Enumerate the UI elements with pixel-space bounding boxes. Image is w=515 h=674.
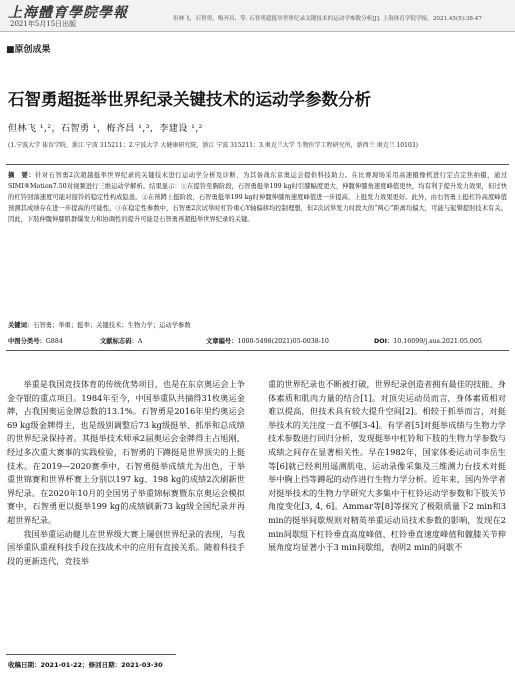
author-list: 但林飞 ¹,²，石智勇 ¹，梅齐昌 ¹,³，李建设 ¹,² — [8, 124, 203, 134]
article-title: 石智勇超挺举世界纪录关键技术的运动学参数分析 — [8, 90, 371, 109]
doi — [374, 336, 482, 345]
divider — [6, 350, 509, 351]
keywords-text: 石智勇；举重；挺举；关键技术；生物力学；运动学参数 — [33, 322, 191, 329]
article-number — [206, 336, 329, 345]
section-tag: ■原创成果 — [6, 45, 51, 55]
journal-header — [0, 0, 515, 32]
journal-name: 上海體育學院學報 — [8, 5, 128, 21]
issue-date: 2021年5月15日出版 — [10, 20, 77, 28]
body-paragraph: 举重是我国竞技体育的传统优势项目，也是在东京奥运会上争金夺银的重点项目。1984年至今，中国举重队共摘得31枚奥运金牌，占我国奥运金牌总数的13.1%。石智勇是2016年里约奥运会69 kg级金牌得主，也是级别调整后73 kg级挺举、抓举和总成绩的世界纪录保持者。其挺举技术师承2届奥运会金牌得主占旭刚，经过多次重大赛事的实践检验，石智勇的下蹲挺是世界顶尖的上挺技术。在2019—2020赛季中，石智勇挺举成绩尤为出色，于举重世锦赛和世界杯赛上分别以197 kg、198 kg的成绩2次刷新世界纪录。在2020年10月的全国男子举重锦标赛暨东京奥运会模拟赛中，石智勇更以挺举199 kg的成绩刷新73 kg级全国纪录并再超世界纪录。 — [7, 379, 245, 525]
clc-label: 中图分类号： — [8, 338, 46, 345]
body-column-right — [268, 378, 506, 555]
abstract-label: 摘 要： — [8, 172, 36, 179]
running-head: 但林飞，石智勇，梅齐昌，等. 石智勇超挺举世界纪录关键技术的运动学参数分析[J]. 上海体育学院学报，2021,45(5):38-47 — [173, 16, 482, 22]
footnote-divider — [6, 654, 176, 655]
abstract-text: 针对石智勇2次超越挺举世界纪录的关键技术进行运动学分析及诊断，为其备战东京奥运会提供科技助力。在比赛现场采用高速摄像机进行定点定焦拍摄，通过SIMI®Motion7.50对视频进行三维运动学解析。结果显示：①在提铃至胸阶段，石智勇挺举199 kg时引膝幅度更大，伸髋伸膝角速度峰值更快，均有利于提升发力效果，但过快的杠铃回落速度可能对接铃的稳定性构成隐患。②在预蹲上挺阶段，石智勇挺举199 kg时伸髋伸膝角速度峰值进一步提高，上挺发力效果更好。此外，由右智勇上挺杠铃高度峰值预测其成绩存在进一步提高的可能性。③在稳定性参数中，石智勇2次试举时杠铃重心Y轴偏移均控制理想，但2次试举发力时段大的“两心”距离均偏大，可能与起臀提肘技术有关。因此，下肢伸髋伸膝肌群爆发力和协调性的提升可能是石智勇再超挺举世界纪录的关键。 — [8, 172, 507, 223]
document-code — [100, 336, 142, 345]
body-column-left — [7, 378, 245, 568]
article-label: 文章编号： — [206, 338, 238, 345]
keywords — [8, 320, 507, 329]
body-paragraph: 我国举重运动健儿在世界级大赛上屡创世界纪录的表现，与我国举重队重视科技手段在技战术中的应用有直接关系。随着科技手段的更新迭代，竞技举 — [7, 528, 245, 566]
divider — [6, 164, 509, 165]
doc-label: 文献标志码： — [100, 338, 138, 345]
doi-value: 10.16099/j.sus.2021.05.005 — [393, 338, 482, 345]
doc-value: A — [137, 338, 143, 345]
article-value: 1000-5498(2021)05-0038-10 — [237, 338, 329, 345]
clc-number — [8, 336, 63, 345]
affiliations: (1.宁波大学 体育学院，浙江 宁波 315211；2.宁波大学 大健康研究院，浙江 宁波 315211；3.奥克兰大学 生物医学工程研究所，新西兰 奥克兰 10103) — [8, 142, 418, 149]
doi-label: DOI： — [374, 338, 394, 345]
received-date: 收稿日期：2021-01-22；修回日期：2021-03-30 — [8, 661, 163, 669]
keywords-label: 关键词： — [8, 322, 34, 329]
body-paragraph: 重的世界纪录也不断被打破，世界纪录创造者拥有最佳的技能、身体素质和肌肉力量的结合[1]。对顶尖运动员而言，身体素质相对难以提高，但技术具有较大提升空间[2]。相较于抓举而言，对挺举技术的关注度一直不够[3-4]。有学者[5]对挺举成绩与生物力学技术参数进行回归分析，发现挺举中杠铃和下肢的生物力学参数与成绩之间存在显著相关性。早在1982年，国家体委运动司李岳生等[6]就已经利用遥测肌电、运动录像采集及三维测力台技术对挺举中胸上挡等蹲起的动作进行生物力学分析。近年来，国内外学者对挺举技术的生物力学研究大多集中于杠铃运动学参数和下肢关节角度变化[3, 4, 6]。Ammar等[8]等探究了极限质量下2 min和3 min的挺举间歇规则对精英举重运动员技术参数的影响，发现在2 min间歇组下杠铃垂直高度峰值、杠铃垂直速度峰值和髋膝关节伸展角度均显著小于3 min间歇组，表明2 min的间歇不 — [268, 379, 506, 553]
clc-value: G884 — [45, 338, 63, 345]
abstract — [8, 170, 507, 225]
